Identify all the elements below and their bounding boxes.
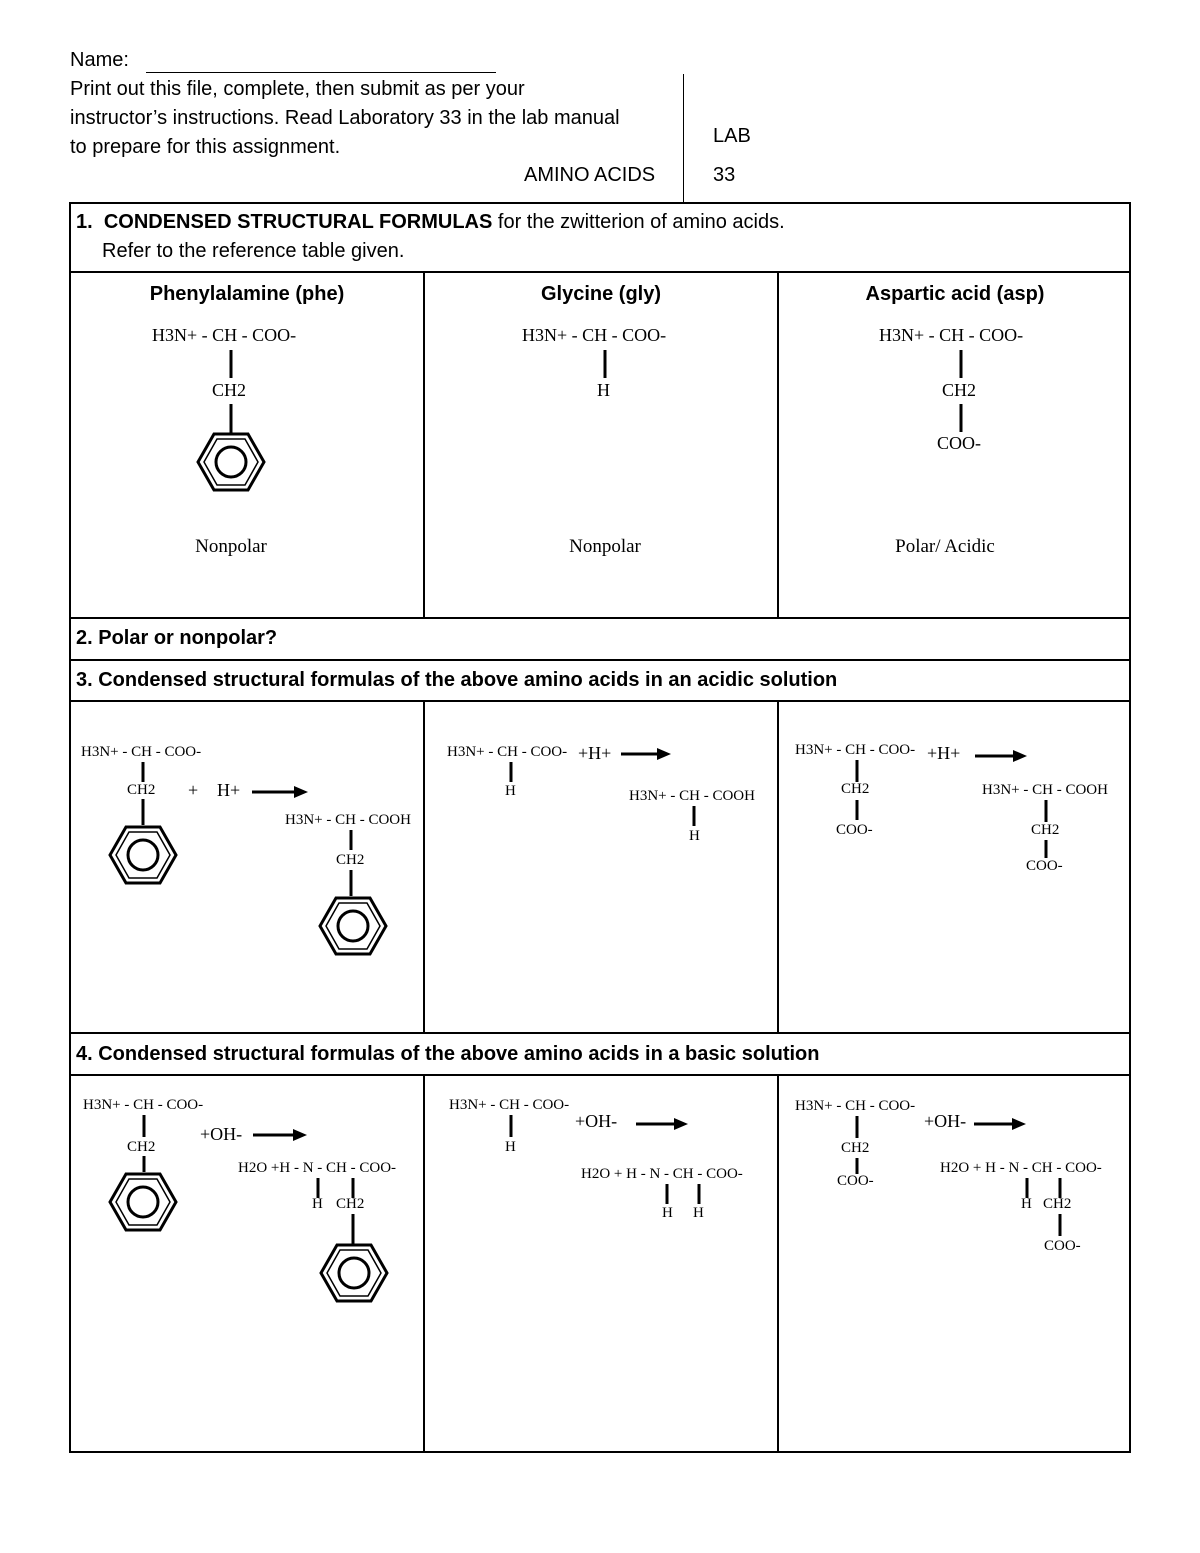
- column-title-phe: Phenylalamine (phe): [149, 283, 345, 305]
- bond: [229, 350, 233, 378]
- bond: [959, 404, 963, 432]
- s3-asp-product-side-1: CH2: [1031, 822, 1060, 838]
- asp-side-chain-2: COO-: [937, 433, 981, 453]
- gly-side-chain: H: [597, 380, 610, 400]
- lab-label: LAB: [713, 125, 751, 147]
- s4-gly-product-h2: H: [693, 1205, 704, 1221]
- column-divider: [777, 700, 779, 1033]
- bond: [1058, 1214, 1062, 1236]
- bond: [855, 760, 859, 782]
- column-divider: [423, 1074, 425, 1453]
- column-divider: [777, 1074, 779, 1453]
- section1-subtitle: Refer to the reference table given.: [102, 240, 405, 262]
- section3-title: 3. Condensed structural formulas of the above amino acids in an acidic solution: [76, 669, 838, 691]
- s4-phe-side: CH2: [127, 1139, 156, 1155]
- s4-asp-side-1: CH2: [841, 1140, 870, 1156]
- arrow-right-icon: [636, 1117, 688, 1131]
- s3-gly-product-side: H: [689, 828, 700, 844]
- s4-asp-product-side-1: CH2: [1043, 1196, 1072, 1212]
- arrow-right-icon: [975, 749, 1027, 763]
- s3-gly-reagent: +H+: [578, 743, 612, 763]
- divider: [69, 1074, 1131, 1076]
- header-divider: [683, 74, 684, 202]
- name-input-line[interactable]: [146, 72, 496, 73]
- s4-gly-reactant: H3N+ - CH - COO-: [449, 1097, 570, 1113]
- bond: [229, 404, 233, 434]
- bond: [1025, 1178, 1029, 1198]
- phe-side-chain: CH2: [212, 380, 247, 400]
- divider: [69, 659, 1131, 661]
- s3-asp-reactant: H3N+ - CH - COO-: [795, 742, 916, 758]
- instructions-line-3: to prepare for this assignment.: [70, 136, 341, 158]
- bond: [351, 1214, 355, 1244]
- s3-phe-product-side: CH2: [336, 852, 365, 868]
- column-title-asp: Aspartic acid (asp): [865, 283, 1045, 305]
- bond: [141, 762, 145, 782]
- s3-phe-reactant: H3N+ - CH - COO-: [81, 744, 202, 760]
- instructions-line-1: Print out this file, complete, then submit as per your: [70, 78, 525, 100]
- topic-title: AMINO ACIDS: [524, 164, 656, 186]
- s4-gly-product: H2O + H - N - CH - COO-: [581, 1166, 743, 1182]
- bond: [142, 1115, 146, 1137]
- s3-asp-reagent: +H+: [927, 743, 961, 763]
- s4-asp-product-side-2: COO-: [1044, 1238, 1081, 1254]
- bond: [509, 762, 513, 782]
- section1-number: 1.: [76, 211, 93, 233]
- section2-title: 2. Polar or nonpolar?: [76, 627, 278, 649]
- bond: [142, 1156, 146, 1172]
- bond: [1044, 840, 1048, 858]
- s3-asp-product-side-2: COO-: [1026, 858, 1063, 874]
- benzene-ring-icon: [108, 825, 178, 885]
- s4-asp-reactant: H3N+ - CH - COO-: [795, 1098, 916, 1114]
- divider: [69, 700, 1131, 702]
- bond: [855, 1158, 859, 1174]
- section1-title-rest: for the zwitterion of amino acids.: [492, 211, 785, 233]
- s3-phe-plus: +: [188, 780, 199, 800]
- column-divider: [423, 271, 425, 618]
- bond: [141, 799, 145, 825]
- section1-title-bold: CONDENSED STRUCTURAL FORMULAS: [103, 211, 493, 233]
- benzene-ring-icon: [108, 1172, 178, 1232]
- bond: [603, 350, 607, 378]
- s3-phe-reagent: H+: [217, 780, 241, 800]
- divider: [69, 1032, 1131, 1034]
- asp-polarity: Polar/ Acidic: [895, 536, 995, 557]
- s4-phe-product: H2O +H - N - CH - COO-: [238, 1160, 397, 1176]
- benzene-ring-icon: [196, 432, 266, 492]
- bond: [692, 806, 696, 826]
- s4-asp-reagent: +OH-: [924, 1111, 967, 1131]
- s4-gly-product-h1: H: [662, 1205, 673, 1221]
- s4-phe-reactant: H3N+ - CH - COO-: [83, 1097, 204, 1113]
- arrow-right-icon: [621, 747, 671, 761]
- bond: [855, 1116, 859, 1138]
- bond: [316, 1178, 320, 1198]
- s4-gly-reagent: +OH-: [575, 1111, 618, 1131]
- column-title-gly: Glycine (gly): [540, 283, 662, 305]
- asp-side-chain-1: CH2: [942, 380, 977, 400]
- bond: [665, 1184, 669, 1204]
- gly-backbone: H3N+ - CH - COO-: [522, 325, 667, 345]
- phe-backbone: H3N+ - CH - COO-: [152, 325, 297, 345]
- benzene-ring-icon: [318, 896, 388, 956]
- s4-phe-reagent: +OH-: [200, 1124, 243, 1144]
- column-divider: [423, 700, 425, 1033]
- bond: [697, 1184, 701, 1204]
- section1-title: [76, 211, 785, 234]
- s3-gly-side: H: [505, 783, 516, 799]
- bond: [959, 350, 963, 378]
- arrow-right-icon: [974, 1117, 1026, 1131]
- s3-phe-product: H3N+ - CH - COOH: [285, 812, 411, 828]
- s3-gly-reactant: H3N+ - CH - COO-: [447, 744, 568, 760]
- asp-backbone: H3N+ - CH - COO-: [879, 325, 1024, 345]
- instructions-line-2: instructor’s instructions. Read Laboratory 33 in the lab manual: [70, 107, 620, 129]
- phe-polarity: Nonpolar: [195, 536, 267, 557]
- column-divider: [777, 271, 779, 618]
- benzene-ring-icon: [319, 1243, 389, 1303]
- bond: [349, 830, 353, 850]
- s3-phe-side: CH2: [127, 782, 156, 798]
- bond: [1058, 1178, 1062, 1198]
- name-label: Name:: [70, 49, 129, 71]
- s4-phe-product-h: H: [312, 1196, 323, 1212]
- bond: [1044, 800, 1048, 822]
- arrow-right-icon: [252, 785, 308, 799]
- bond: [509, 1115, 513, 1137]
- s4-phe-product-side: CH2: [336, 1196, 365, 1212]
- s4-asp-side-2: COO-: [837, 1173, 874, 1189]
- gly-polarity: Nonpolar: [569, 536, 641, 557]
- divider: [69, 271, 1131, 273]
- s4-asp-product: H2O + H - N - CH - COO-: [940, 1160, 1102, 1176]
- s3-asp-side-1: CH2: [841, 781, 870, 797]
- section4-title: 4. Condensed structural formulas of the above amino acids in a basic solution: [76, 1043, 820, 1065]
- bond: [351, 1178, 355, 1198]
- s3-asp-side-2: COO-: [836, 822, 873, 838]
- s3-gly-product: H3N+ - CH - COOH: [629, 788, 755, 804]
- divider: [69, 617, 1131, 619]
- s3-asp-product: H3N+ - CH - COOH: [982, 782, 1108, 798]
- s4-gly-side: H: [505, 1139, 516, 1155]
- arrow-right-icon: [253, 1128, 307, 1142]
- lab-number: 33: [713, 164, 736, 186]
- s4-asp-product-h: H: [1021, 1196, 1032, 1212]
- bond: [349, 870, 353, 896]
- bond: [855, 800, 859, 820]
